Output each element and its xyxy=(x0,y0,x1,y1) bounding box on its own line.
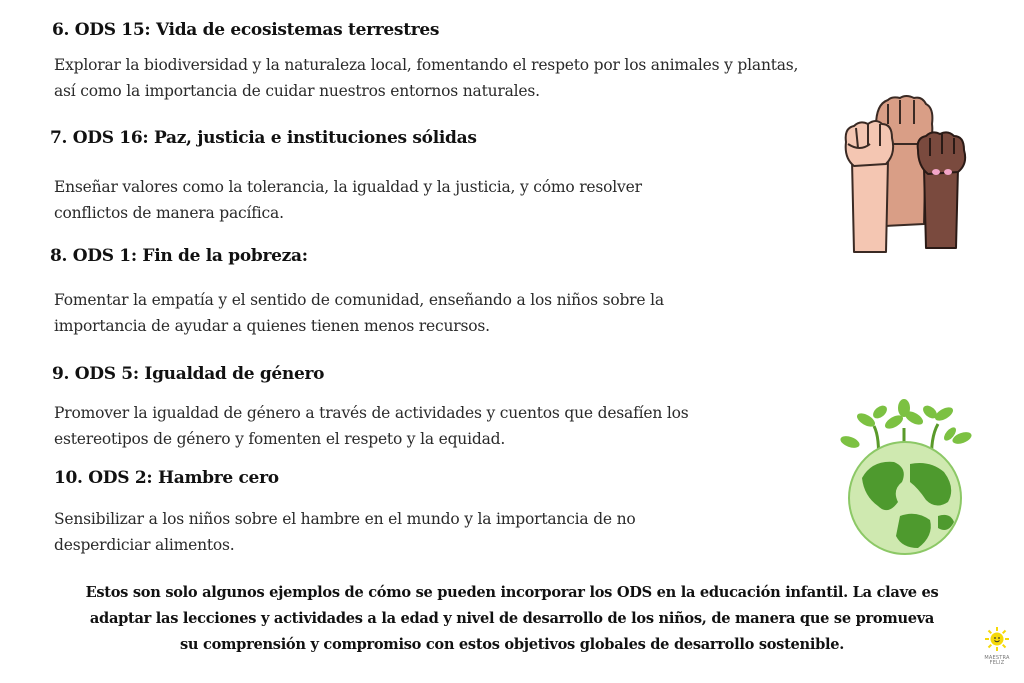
fist-dark xyxy=(918,132,965,248)
conclusion-paragraph xyxy=(20,580,1004,658)
logo-text-line: MAESTRA xyxy=(984,655,1010,661)
section-text-line: estereotipos de género y fomenten el respeto y la equidad. xyxy=(54,430,506,448)
section-text xyxy=(54,52,798,104)
section-text xyxy=(54,287,664,339)
section-text-line: así como la importancia de cuidar nuestros entornos naturales. xyxy=(54,82,540,100)
conclusion-line: Estos son solo algunos ejemplos de cómo se pueden incorporar los ODS en la educación infantil. La clave es xyxy=(85,584,939,601)
section-text-line: Promover la igualdad de género a través de actividades y cuentos que desafíen los xyxy=(54,404,689,422)
conclusion-line: su comprensión y compromiso con estos objetivos globales de desarrollo sostenible. xyxy=(180,636,844,653)
section-text-line: Sensibilizar a los niños sobre el hambre en el mundo y la importancia de no xyxy=(54,510,636,528)
section-text-line: Enseñar valores como la tolerancia, la igualdad y la justicia, y cómo resolver xyxy=(54,178,642,196)
section-title: 7. ODS 16: Paz, justicia e instituciones sólidas xyxy=(50,128,477,148)
raised-fists-icon xyxy=(838,94,968,256)
section-text-line: Explorar la biodiversidad y la naturaleza local, fomentando el respeto por los animales y plantas, xyxy=(54,56,799,74)
section-text xyxy=(54,174,642,226)
section-title: 8. ODS 1: Fin de la pobreza: xyxy=(50,246,308,266)
sun-icon xyxy=(984,626,1010,652)
green-earth-icon xyxy=(838,398,972,558)
fist-light xyxy=(846,121,893,252)
section-text xyxy=(54,400,689,452)
section-text-line: Fomentar la empatía y el sentido de comunidad, enseñando a los niños sobre la xyxy=(54,291,664,309)
maestra-feliz-logo xyxy=(976,626,1018,666)
section-title: 9. ODS 5: Igualdad de género xyxy=(52,364,325,384)
section-text-line: desperdiciar alimentos. xyxy=(54,536,235,554)
conclusion-line: adaptar las lecciones y actividades a la edad y nivel de desarrollo de los niños, de manera que se promueva xyxy=(89,610,935,627)
section-text xyxy=(54,506,636,558)
section-text-line: conflictos de manera pacífica. xyxy=(54,204,284,222)
logo-text-line: FELIZ xyxy=(989,660,1005,666)
section-title: 10. ODS 2: Hambre cero xyxy=(54,468,279,488)
section-title: 6. ODS 15: Vida de ecosistemas terrestres xyxy=(52,20,440,40)
section-text-line: importancia de ayudar a quienes tienen menos recursos. xyxy=(54,317,490,335)
